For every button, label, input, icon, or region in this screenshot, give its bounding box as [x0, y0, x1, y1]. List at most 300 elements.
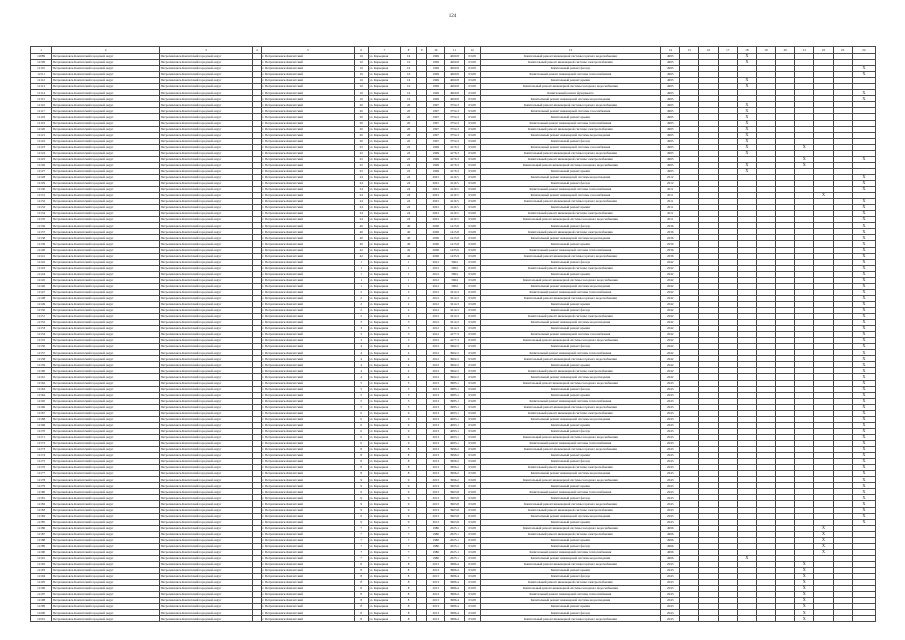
commission-year-cell: 2013 — [427, 604, 445, 610]
house-number-cell: 8 — [354, 465, 368, 471]
header-cell: 10 — [427, 47, 445, 54]
protocol-date-cell: 03.08 — [464, 180, 480, 186]
house-number-cell: 4 — [354, 368, 368, 374]
settlement-cell: Петропавловск-Камчатский городской округ — [160, 416, 253, 422]
locality-cell: г. Петропавловск-Камчатский — [261, 314, 354, 320]
settlement-cell: Петропавловск-Камчатский городской округ — [160, 138, 253, 144]
street-cell: ул. Карьерная — [368, 580, 400, 586]
municipality-cell: Петропавловск-Камчатский городской округ — [52, 187, 160, 193]
locality-cell: г. Петропавловск-Камчатский — [261, 156, 354, 162]
header-cell: 4 — [252, 47, 261, 54]
settlement-cell: Петропавловск-Камчатский городской округ — [160, 592, 253, 598]
planned-period-cell: 4995 — [661, 150, 680, 156]
locality-cell: г. Петропавловск-Камчатский — [261, 555, 354, 561]
row-id-cell: 12139 — [31, 241, 52, 247]
row-id-cell: 12132 — [31, 199, 52, 205]
commission-year-cell: 1997 — [427, 114, 445, 120]
row-id-cell: 12122 — [31, 138, 52, 144]
work-type-cell: Капитальный ремонт инженерной системы электроснабжения — [480, 368, 660, 374]
total-area-cell: 3754.3 — [445, 126, 464, 132]
planned-period-cell: 2042 — [661, 338, 680, 344]
house-cell: 4 — [401, 344, 417, 350]
house-cell: 20 — [401, 132, 417, 138]
planned-period-cell: 2042 — [661, 289, 680, 295]
planned-period-cell: 2043 — [661, 567, 680, 573]
mark-cell: X — [852, 229, 875, 235]
municipality-cell: Петропавловск-Камчатский городской округ — [52, 229, 160, 235]
house-number-cell: 24 — [354, 205, 368, 211]
row-id-cell: 12147 — [31, 289, 52, 295]
protocol-date-cell: 03.08 — [464, 537, 480, 543]
table-body — [31, 54, 876, 622]
work-type-cell: Капитальный ремонт инженерной системы холодного водоснабжения — [480, 84, 660, 90]
settlement-cell: Петропавловск-Камчатский городской округ — [160, 604, 253, 610]
total-area-cell: 3985.1 — [445, 380, 464, 386]
work-type-cell: Капитальный ремонт инженерной системы теплоснабжения — [480, 441, 660, 447]
row-id-cell: 12120 — [31, 126, 52, 132]
house-number-cell: 4 — [354, 374, 368, 380]
settlement-cell: Петропавловск-Камчатский городской округ — [160, 265, 253, 271]
protocol-date-cell: 03.08 — [464, 350, 480, 356]
mark-cell — [814, 616, 833, 622]
street-cell: ул. Карьерная — [368, 84, 400, 90]
total-area-cell: 3962.2 — [445, 350, 464, 356]
total-area-cell: 4110.5 — [445, 180, 464, 186]
house-cell: 16 — [401, 72, 417, 78]
settlement-cell: Петропавловск-Камчатский городской округ — [160, 489, 253, 495]
settlement-cell: Петропавловск-Камчатский городской округ — [160, 441, 253, 447]
mark-cell: X — [737, 162, 756, 168]
street-cell: ул. Карьерная — [368, 295, 400, 301]
locality-cell: г. Петропавловск-Камчатский — [261, 441, 354, 447]
settlement-cell: Петропавловск-Камчатский городской округ — [160, 193, 253, 199]
mark-cell: X — [852, 507, 875, 513]
locality-cell: г. Петропавловск-Камчатский — [261, 350, 354, 356]
mark-cell: X — [852, 180, 875, 186]
planned-period-cell: 4995 — [661, 66, 680, 72]
house-number-cell: 1 — [354, 277, 368, 283]
locality-cell: г. Петропавловск-Камчатский — [261, 525, 354, 531]
row-id-cell: 12124 — [31, 150, 52, 156]
total-area-cell: 4060.8 — [445, 78, 464, 84]
planned-period-cell: 4995 — [661, 78, 680, 84]
street-cell: ул. Карьерная — [368, 253, 400, 259]
planned-period-cell: 2043 — [661, 422, 680, 428]
house-number-cell: 9 — [354, 519, 368, 525]
municipality-cell: Петропавловск-Камчатский городской округ — [52, 416, 160, 422]
mark-cell: X — [795, 144, 814, 150]
house-number-cell: 9 — [354, 477, 368, 483]
municipality-cell: Петропавловск-Камчатский городской округ — [52, 120, 160, 126]
work-type-cell: Капитальный ремонт фасада — [480, 66, 660, 72]
settlement-cell: Петропавловск-Камчатский городской округ — [160, 555, 253, 561]
house-number-cell: 16 — [354, 96, 368, 102]
mark-cell: X — [852, 441, 875, 447]
house-number-cell: 8 — [354, 586, 368, 592]
row-id-cell: 12110 — [31, 66, 52, 72]
row-id-cell: 12200 — [31, 610, 52, 616]
street-cell: ул. Карьерная — [368, 501, 400, 507]
protocol-date-cell: 03.08 — [464, 362, 480, 368]
row-id-cell: 12195 — [31, 580, 52, 586]
street-cell: ул. Карьерная — [368, 187, 400, 193]
row-id-cell: 12173 — [31, 447, 52, 453]
municipality-cell: Петропавловск-Камчатский городской округ — [52, 193, 160, 199]
protocol-date-cell: 03.08 — [464, 428, 480, 434]
work-type-cell: Капитальный ремонт фасада — [480, 223, 660, 229]
settlement-cell: Петропавловск-Камчатский городской округ — [160, 229, 253, 235]
mark-cell: X — [737, 84, 756, 90]
street-cell: ул. Карьерная — [368, 120, 400, 126]
protocol-date-cell: 03.08 — [464, 519, 480, 525]
house-cell: 20 — [401, 138, 417, 144]
planned-period-cell: 2042 — [661, 259, 680, 265]
settlement-cell: Петропавловск-Камчатский городской округ — [160, 574, 253, 580]
locality-cell: г. Петропавловск-Камчатский — [261, 398, 354, 404]
planned-period-cell: 4995 — [661, 84, 680, 90]
planned-period-cell: 2042 — [661, 368, 680, 374]
house-number-cell: 7 — [354, 549, 368, 555]
row-id-cell: 12137 — [31, 229, 52, 235]
total-area-cell: 3214.3 — [445, 295, 464, 301]
total-area-cell: 3754.3 — [445, 114, 464, 120]
municipality-cell: Петропавловск-Камчатский городской округ — [52, 513, 160, 519]
settlement-cell: Петропавловск-Камчатский городской округ — [160, 531, 253, 537]
work-type-cell: Капитальный ремонт инженерной системы водоотведения — [480, 598, 660, 604]
total-area-cell: 3986.4 — [445, 586, 464, 592]
total-area-cell: 3986.4 — [445, 604, 464, 610]
house-cell: 22 — [401, 162, 417, 168]
locality-cell: г. Петропавловск-Камчатский — [261, 580, 354, 586]
locality-cell: г. Петропавловск-Камчатский — [261, 199, 354, 205]
commission-year-cell: 2012 — [427, 289, 445, 295]
locality-cell: г. Петропавловск-Камчатский — [261, 344, 354, 350]
house-cell: 2 — [401, 301, 417, 307]
house-number-cell: 7 — [354, 555, 368, 561]
mark-cell: X — [852, 453, 875, 459]
row-id-cell: 12123 — [31, 144, 52, 150]
mark-cell: X — [852, 326, 875, 332]
mark-cell: X — [852, 295, 875, 301]
mark-cell: X — [814, 543, 833, 549]
house-number-cell: 1 — [354, 265, 368, 271]
protocol-date-cell: 03.08 — [464, 477, 480, 483]
mark-cell: X — [795, 610, 814, 616]
commission-year-cell: 1997 — [427, 108, 445, 114]
street-cell: ул. Карьерная — [368, 259, 400, 265]
locality-cell: г. Петропавловск-Камчатский — [261, 60, 354, 66]
commission-year-cell: 2006 — [427, 247, 445, 253]
commission-year-cell: 2013 — [427, 459, 445, 465]
street-cell: ул. Карьерная — [368, 247, 400, 253]
row-id-cell: 12196 — [31, 586, 52, 592]
house-cell: 24 — [401, 211, 417, 217]
municipality-cell: Петропавловск-Камчатский городской округ — [52, 126, 160, 132]
house-cell: 16 — [401, 60, 417, 66]
house-number-cell: 4 — [354, 350, 368, 356]
mark-cell: X — [852, 477, 875, 483]
mark-cell: X — [852, 501, 875, 507]
work-type-cell: Капитальный ремонт инженерной системы горячего водоснабжения — [480, 295, 660, 301]
house-number-cell: 6 — [354, 434, 368, 440]
protocol-date-cell: 03.08 — [464, 344, 480, 350]
protocol-date-cell: 03.08 — [464, 604, 480, 610]
commission-year-cell: 1986 — [427, 549, 445, 555]
commission-year-cell: 2012 — [427, 350, 445, 356]
street-cell: ул. Карьерная — [368, 66, 400, 72]
commission-year-cell: 1986 — [427, 537, 445, 543]
row-id-cell: 12189 — [31, 543, 52, 549]
total-area-cell: 3985.1 — [445, 392, 464, 398]
commission-year-cell: 2013 — [427, 592, 445, 598]
row-id-cell: 12167 — [31, 410, 52, 416]
work-type-cell: Капитальный ремонт инженерной системы электроснабжения — [480, 507, 660, 513]
commission-year-cell: 1999 — [427, 144, 445, 150]
house-number-cell: 9 — [354, 489, 368, 495]
locality-cell: г. Петропавловск-Камчатский — [261, 90, 354, 96]
row-id-cell: 12121 — [31, 132, 52, 138]
work-type-cell: Капитальный ремонт инженерной системы водоотведения — [480, 555, 660, 561]
municipality-cell: Петропавловск-Камчатский городской округ — [52, 495, 160, 501]
commission-year-cell: 2012 — [427, 374, 445, 380]
house-cell: 8 — [401, 616, 417, 622]
settlement-cell: Петропавловск-Камчатский городской округ — [160, 126, 253, 132]
row-id-cell: 12197 — [31, 592, 52, 598]
street-cell: ул. Карьерная — [368, 368, 400, 374]
protocol-date-cell: 03.08 — [464, 217, 480, 223]
work-type-cell: Капитальный ремонт инженерной системы газоснабжения — [480, 193, 660, 199]
mark-cell: X — [737, 126, 756, 132]
planned-period-cell: 4996 — [661, 549, 680, 555]
total-area-cell: 3986.4 — [445, 598, 464, 604]
house-number-cell: 22 — [354, 162, 368, 168]
settlement-cell: Петропавловск-Камчатский городской округ — [160, 78, 253, 84]
row-id-cell: 12129 — [31, 180, 52, 186]
street-cell: ул. Карьерная — [368, 114, 400, 120]
planned-period-cell: 2043 — [661, 471, 680, 477]
total-area-cell: 3996.2 — [445, 477, 464, 483]
row-id-cell: 12144 — [31, 271, 52, 277]
locality-cell: г. Петропавловск-Камчатский — [261, 241, 354, 247]
protocol-date-cell: 03.08 — [464, 555, 480, 561]
mark-cell: X — [852, 404, 875, 410]
protocol-date-cell: 03.08 — [464, 592, 480, 598]
total-area-cell: 1435.9 — [445, 253, 464, 259]
total-area-cell: 3064 — [445, 283, 464, 289]
work-type-cell: Капитальный ремонт инженерной системы электроснабжения — [480, 531, 660, 537]
protocol-date-cell: 03.08 — [464, 610, 480, 616]
commission-year-cell: 2012 — [427, 332, 445, 338]
house-number-cell: 8 — [354, 459, 368, 465]
work-type-cell: Капитальный ремонт инженерной системы электроснабжения — [480, 580, 660, 586]
street-cell: ул. Карьерная — [368, 168, 400, 174]
mark-cell: X — [795, 586, 814, 592]
mark-cell: X — [795, 616, 814, 622]
municipality-cell: Петропавловск-Камчатский городской округ — [52, 380, 160, 386]
locality-cell: г. Петропавловск-Камчатский — [261, 422, 354, 428]
municipality-cell: Петропавловск-Камчатский городской округ — [52, 471, 160, 477]
mark-cell: X — [737, 144, 756, 150]
planned-period-cell: 2043 — [661, 459, 680, 465]
commission-year-cell: 2012 — [427, 301, 445, 307]
mark-cell: X — [737, 108, 756, 114]
commission-year-cell: 1997 — [427, 126, 445, 132]
locality-cell: г. Петропавловск-Камчатский — [261, 205, 354, 211]
locality-cell: г. Петропавловск-Камчатский — [261, 283, 354, 289]
mark-cell: X — [795, 574, 814, 580]
row-id-cell: 12161 — [31, 374, 52, 380]
total-area-cell: 4176.3 — [445, 150, 464, 156]
locality-cell: г. Петропавловск-Камчатский — [261, 531, 354, 537]
commission-year-cell: 2006 — [427, 253, 445, 259]
planned-period-cell: 2043 — [661, 489, 680, 495]
municipality-cell: Петропавловск-Камчатский городской округ — [52, 465, 160, 471]
protocol-date-cell: 03.08 — [464, 138, 480, 144]
commission-year-cell: 1986 — [427, 531, 445, 537]
settlement-cell: Петропавловск-Камчатский городской округ — [160, 610, 253, 616]
protocol-date-cell: 03.08 — [464, 380, 480, 386]
street-cell: ул. Карьерная — [368, 392, 400, 398]
header-cell: 22 — [814, 47, 833, 54]
total-area-cell: 3963.8 — [445, 501, 464, 507]
work-type-cell: Капитальный ремонт инженерной системы холодного водоснабжения — [480, 380, 660, 386]
commission-year-cell: 2013 — [427, 483, 445, 489]
house-cell: 8 — [401, 592, 417, 598]
municipality-cell: Петропавловск-Камчатский городской округ — [52, 386, 160, 392]
mark-cell: X — [737, 102, 756, 108]
planned-period-cell: 4995 — [661, 156, 680, 162]
work-type-cell: Капитальный ремонт крыши — [480, 362, 660, 368]
street-cell: ул. Карьерная — [368, 223, 400, 229]
commission-year-cell: 2013 — [427, 561, 445, 567]
row-id-cell: 12149 — [31, 301, 52, 307]
row-id-cell: 12154 — [31, 332, 52, 338]
street-cell: ул. Карьерная — [368, 78, 400, 84]
locality-cell: г. Петропавловск-Камчатский — [261, 362, 354, 368]
total-area-cell: 3963.8 — [445, 513, 464, 519]
settlement-cell: Петропавловск-Камчатский городской округ — [160, 374, 253, 380]
planned-period-cell: 4995 — [661, 144, 680, 150]
planned-period-cell: 2043 — [661, 513, 680, 519]
street-cell: ул. Карьерная — [368, 301, 400, 307]
planned-period-cell: 2043 — [661, 610, 680, 616]
municipality-cell: Петропавловск-Камчатский городской округ — [52, 453, 160, 459]
mark-cell: X — [795, 567, 814, 573]
work-type-cell: Капитальный ремонт крыши — [480, 537, 660, 543]
municipality-cell: Петропавловск-Камчатский городской округ — [52, 441, 160, 447]
street-cell: ул. Карьерная — [368, 543, 400, 549]
house-cell: 8 — [401, 586, 417, 592]
mark-cell: X — [852, 187, 875, 193]
protocol-date-cell: 03.08 — [464, 156, 480, 162]
commission-year-cell: 2013 — [427, 616, 445, 622]
municipality-cell: Петропавловск-Камчатский городской округ — [52, 301, 160, 307]
house-number-cell: 42 — [354, 247, 368, 253]
total-area-cell: 2025.1 — [445, 555, 464, 561]
municipality-cell: Петропавловск-Камчатский городской округ — [52, 356, 160, 362]
planned-period-cell: 2042 — [661, 271, 680, 277]
total-area-cell: 4060.8 — [445, 60, 464, 66]
row-id-cell: 12156 — [31, 344, 52, 350]
municipality-cell: Петропавловск-Камчатский городской округ — [52, 320, 160, 326]
locality-cell: г. Петропавловск-Камчатский — [261, 501, 354, 507]
locality-cell: г. Петропавловск-Камчатский — [261, 386, 354, 392]
planned-period-cell: 2042 — [661, 265, 680, 271]
protocol-date-cell: 03.08 — [464, 229, 480, 235]
house-cell: 8 — [401, 610, 417, 616]
work-type-cell: Капитальный ремонт инженерной системы электроснабжения — [480, 265, 660, 271]
house-cell: 5 — [401, 404, 417, 410]
planned-period-cell: 2043 — [661, 447, 680, 453]
blank-cell — [252, 616, 261, 622]
planned-period-cell: 4995 — [661, 90, 680, 96]
house-cell: 6 — [401, 428, 417, 434]
municipality-cell: Петропавловск-Камчатский городской округ — [52, 567, 160, 573]
header-cell: 11 — [445, 47, 464, 54]
street-cell: ул. Карьерная — [368, 289, 400, 295]
locality-cell: г. Петропавловск-Камчатский — [261, 326, 354, 332]
house-number-cell: 42 — [354, 253, 368, 259]
settlement-cell: Петропавловск-Камчатский городской округ — [160, 471, 253, 477]
commission-year-cell: 1986 — [427, 555, 445, 561]
planned-period-cell: 4996 — [661, 525, 680, 531]
house-cell: 5 — [401, 392, 417, 398]
street-cell: ул. Карьерная — [368, 362, 400, 368]
protocol-date-cell: 03.08 — [464, 567, 480, 573]
work-type-cell: Капитальный ремонт фасада — [480, 574, 660, 580]
street-cell: ул. Карьерная — [368, 507, 400, 513]
mark-cell: X — [852, 386, 875, 392]
locality-cell: г. Петропавловск-Камчатский — [261, 180, 354, 186]
commission-year-cell: 2012 — [427, 320, 445, 326]
locality-cell: г. Петропавловск-Камчатский — [261, 604, 354, 610]
mark-cell: X — [737, 78, 756, 84]
commission-year-cell: 2012 — [427, 265, 445, 271]
settlement-cell: Петропавловск-Камчатский городской округ — [160, 241, 253, 247]
house-number-cell: 16 — [354, 78, 368, 84]
house-number-cell: 9 — [354, 513, 368, 519]
house-cell: 20 — [401, 102, 417, 108]
house-cell: 24 — [401, 187, 417, 193]
house-number-cell: 24 — [354, 193, 368, 199]
work-type-cell: Капитальный ремонт инженерной системы водоотведения — [480, 374, 660, 380]
house-cell: 24 — [401, 193, 417, 199]
house-number-cell: 5 — [354, 398, 368, 404]
street-cell: ул. Карьерная — [368, 283, 400, 289]
commission-year-cell: 2013 — [427, 416, 445, 422]
municipality-cell: Петропавловск-Камчатский городской округ — [52, 223, 160, 229]
municipality-cell: Петропавловск-Камчатский городской округ — [52, 580, 160, 586]
work-type-cell: Капитальный ремонт крыши — [480, 241, 660, 247]
settlement-cell: Петропавловск-Камчатский городской округ — [160, 295, 253, 301]
municipality-cell: Петропавловск-Камчатский городской округ — [52, 199, 160, 205]
work-type-cell: Капитальный ремонт инженерной системы электроснабжения — [480, 156, 660, 162]
locality-cell: г. Петропавловск-Камчатский — [261, 543, 354, 549]
locality-cell: г. Петропавловск-Камчатский — [261, 561, 354, 567]
planned-period-cell: 2043 — [661, 404, 680, 410]
house-cell: 5 — [401, 398, 417, 404]
protocol-date-cell: 03.08 — [464, 168, 480, 174]
street-cell: ул. Карьерная — [368, 90, 400, 96]
mark-cell: X — [852, 447, 875, 453]
work-type-cell: Капитальный ремонт инженерной системы горячего водоснабжения — [480, 54, 660, 60]
street-cell: ул. Карьерная — [368, 404, 400, 410]
locality-cell: г. Петропавловск-Камчатский — [261, 96, 354, 102]
total-area-cell: 4176.3 — [445, 156, 464, 162]
work-type-cell: Капитальный ремонт инженерной системы теплоснабжения — [480, 489, 660, 495]
locality-cell: г. Петропавловск-Камчатский — [261, 453, 354, 459]
row-id-cell: 12160 — [31, 368, 52, 374]
